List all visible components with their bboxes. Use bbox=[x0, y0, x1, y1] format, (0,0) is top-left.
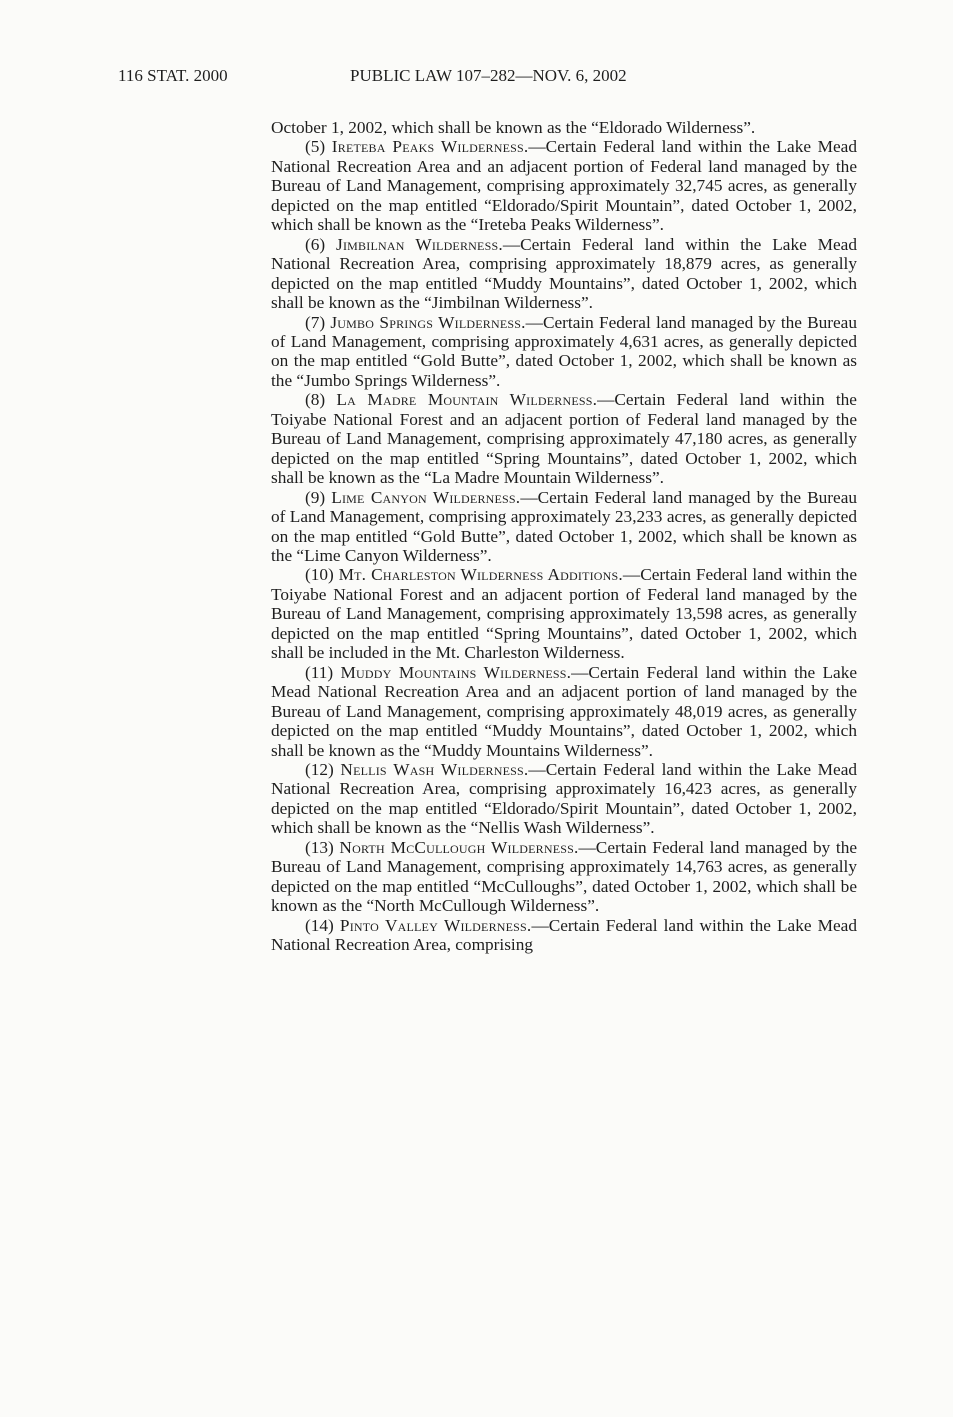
paragraph-text: Certain Federal land within the Lake Mead National Recreation Area and an adjacent portion of Federal land managed by the Bureau of Land Management, comprising approximately 32,745 acres, as generally depicted on the map entitled “Eldorado/Spirit Mountain”, dated October 1, 2002, which shall be known as the “Ireteba Peaks Wilderness”. bbox=[271, 137, 857, 235]
paragraph-number: (12) bbox=[305, 759, 334, 779]
continuation-paragraph: October 1, 2002, which shall be known as the “Eldorado Wilderness”. bbox=[271, 118, 756, 137]
paragraph-number: (11) bbox=[305, 662, 334, 682]
paragraph-number: (7) bbox=[305, 312, 326, 332]
paragraph-number: (14) bbox=[305, 915, 334, 935]
paragraph-mt-charleston-additions: (10) Mt. Charleston Wilderness Additions.—Certain Federal land within the Toiyabe National Forest and an adjacent portion of Federal land managed by the Bureau of Land Management, comprising approximately 13,598 acres, as generally depicted on the map entitled “Spring Mountains”, dated October 1, 2002, which shall be included in the Mt. Charleston Wilderness. bbox=[271, 565, 857, 663]
page-header bbox=[118, 66, 858, 90]
body-text bbox=[271, 118, 857, 954]
paragraph-heading: Pinto Valley Wilderness. bbox=[339, 915, 532, 935]
paragraph-heading: Lime Canyon Wilderness. bbox=[331, 487, 521, 507]
paragraph-heading: Nellis Wash Wilderness. bbox=[340, 759, 529, 779]
paragraph-heading: Mt. Charleston Wilderness Additions. bbox=[338, 565, 623, 585]
paragraph-nellis-wash: (12) Nellis Wash Wilderness.—Certain Federal land within the Lake Mead National Recreation Area, comprising approximately 16,423 acres, as generally depicted on the map entitled “Eldorado/Spirit Mountain”, dated October 1, 2002, which shall be known as the “Nellis Wash Wilderness”. bbox=[271, 759, 857, 838]
paragraph-ireteba-peaks: (5) Ireteba Peaks Wilderness.—Certain Federal land within the Lake Mead National Recreation Area and an adjacent portion of Federal land managed by the Bureau of Land Management, comprising approximately 32,745 acres, as generally depicted on the map entitled “Eldorado/Spirit Mountain”, dated October 1, 2002, which shall be known as the “Ireteba Peaks Wilderness”. bbox=[271, 137, 857, 235]
paragraph-number: (6) bbox=[305, 234, 326, 254]
paragraph-heading: North McCullough Wilderness. bbox=[339, 837, 579, 857]
paragraph-jumbo-springs: (7) Jumbo Springs Wilderness.—Certain Federal land managed by the Bureau of Land Management, comprising approximately 4,631 acres, as generally depicted on the map entitled “Gold Butte”, dated October 1, 2002, which shall be known as the “Jumbo Springs Wilderness”. bbox=[271, 312, 857, 390]
paragraph-heading: La Madre Mountain Wilderness. bbox=[336, 390, 598, 410]
paragraph-lime-canyon: (9) Lime Canyon Wilderness.—Certain Federal land managed by the Bureau of Land Management, comprising approximately 23,233 acres, as generally depicted on the map entitled “Gold Butte”, dated October 1, 2002, which shall be known as the “Lime Canyon Wilderness”. bbox=[271, 487, 858, 565]
paragraph-text: Certain Federal land within the Lake Mead National Recreation Area and an adjacent portion of land managed by the Bureau of Land Management, comprising approximately 48,019 acres, as generally depicted on the map entitled “Muddy Mountains”, dated October 1, 2002, which shall be known as the “Muddy Mountains Wilderness”. bbox=[271, 662, 858, 760]
paragraph-text: Certain Federal land within the Lake Mead National Recreation Area, comprising bbox=[271, 915, 857, 955]
public-law-citation: PUBLIC LAW 107–282—NOV. 6, 2002 bbox=[350, 66, 627, 85]
paragraph-jimbilnan: (6) Jimbilnan Wilderness.—Certain Federal land within the Lake Mead National Recreation Area, comprising approximately 18,879 acres, as generally depicted on the map entitled “Muddy Mountains”, dated October 1, 2002, which shall be known as the “Jimbilnan Wilderness”. bbox=[271, 234, 857, 313]
paragraph-text: Certain Federal land managed by the Bureau of Land Management, comprising approximately 14,763 acres, as generally depicted on the map entitled “McCulloughs”, dated October 1, 2002, which shall be known as the “North McCullough Wilderness”. bbox=[271, 837, 857, 916]
paragraph-text: Certain Federal land within the Lake Mead National Recreation Area, comprising approximately 18,879 acres, as generally depicted on the map entitled “Muddy Mountains”, dated October 1, 2002, which shall be known as the “Jimbilnan Wilderness”. bbox=[271, 234, 857, 313]
paragraph-muddy-mountains: (11) Muddy Mountains Wilderness.—Certain Federal land within the Lake Mead National Recreation Area and an adjacent portion of land managed by the Bureau of Land Management, comprising approximately 48,019 acres, as generally depicted on the map entitled “Muddy Mountains”, dated October 1, 2002, which shall be known as the “Muddy Mountains Wilderness”. bbox=[271, 662, 858, 760]
paragraph-number: (13) bbox=[305, 837, 334, 857]
paragraph-heading: Muddy Mountains Wilderness. bbox=[340, 662, 572, 682]
paragraph-text: Certain Federal land managed by the Bureau of Land Management, comprising approximately 4,631 acres, as generally depicted on the map entitled “Gold Butte”, dated October 1, 2002, which shall be known as the “Jumbo Springs Wilderness”. bbox=[271, 312, 857, 390]
paragraph-heading: Jumbo Springs Wilderness. bbox=[330, 312, 526, 332]
paragraph-north-mccullough: (13) North McCullough Wilderness.—Certain Federal land managed by the Bureau of Land Management, comprising approximately 14,763 acres, as generally depicted on the map entitled “McCulloughs”, dated October 1, 2002, which shall be known as the “North McCullough Wilderness”. bbox=[271, 837, 857, 916]
paragraph-heading: Ireteba Peaks Wilderness. bbox=[331, 137, 529, 157]
paragraph-pinto-valley: (14) Pinto Valley Wilderness.—Certain Federal land within the Lake Mead National Recreation Area, comprising bbox=[271, 915, 857, 955]
statute-page-citation: 116 STAT. 2000 bbox=[118, 66, 228, 85]
paragraph-text: Certain Federal land within the Toiyabe National Forest and an adjacent portion of Federal land managed by the Bureau of Land Management, comprising approximately 13,598 acres, as generally depicted on the map entitled “Spring Mountains”, dated October 1, 2002, which shall be included in the Mt. Charleston Wilderness. bbox=[271, 565, 857, 663]
paragraph-text: Certain Federal land within the Lake Mead National Recreation Area, comprising approximately 16,423 acres, as generally depicted on the map entitled “Eldorado/Spirit Mountain”, dated October 1, 2002, which shall be known as the “Nellis Wash Wilderness”. bbox=[271, 759, 857, 838]
paragraph-number: (8) bbox=[305, 390, 326, 410]
paragraph-text: Certain Federal land within the Toiyabe National Forest and an adjacent portion of Federal land managed by the Bureau of Land Management, comprising approximately 47,180 acres, as generally depicted on the map entitled “Spring Mountains”, dated October 1, 2002, which shall be known as the “La Madre Mountain Wilderness”. bbox=[271, 390, 857, 488]
paragraph-number: (9) bbox=[305, 487, 326, 507]
paragraph-heading: Jimbilnan Wilderness. bbox=[336, 234, 503, 254]
paragraph-number: (10) bbox=[305, 565, 334, 585]
paragraph-number: (5) bbox=[305, 137, 326, 157]
paragraph-text: Certain Federal land managed by the Bureau of Land Management, comprising approximately 23,233 acres, as generally depicted on the map entitled “Gold Butte”, dated October 1, 2002, which shall be known as the “Lime Canyon Wilderness”. bbox=[271, 487, 858, 565]
paragraph-la-madre-mountain: (8) La Madre Mountain Wilderness.—Certain Federal land within the Toiyabe National Forest and an adjacent portion of Federal land managed by the Bureau of Land Management, comprising approximately 47,180 acres, as generally depicted on the map entitled “Spring Mountains”, dated October 1, 2002, which shall be known as the “La Madre Mountain Wilderness”. bbox=[271, 390, 857, 488]
